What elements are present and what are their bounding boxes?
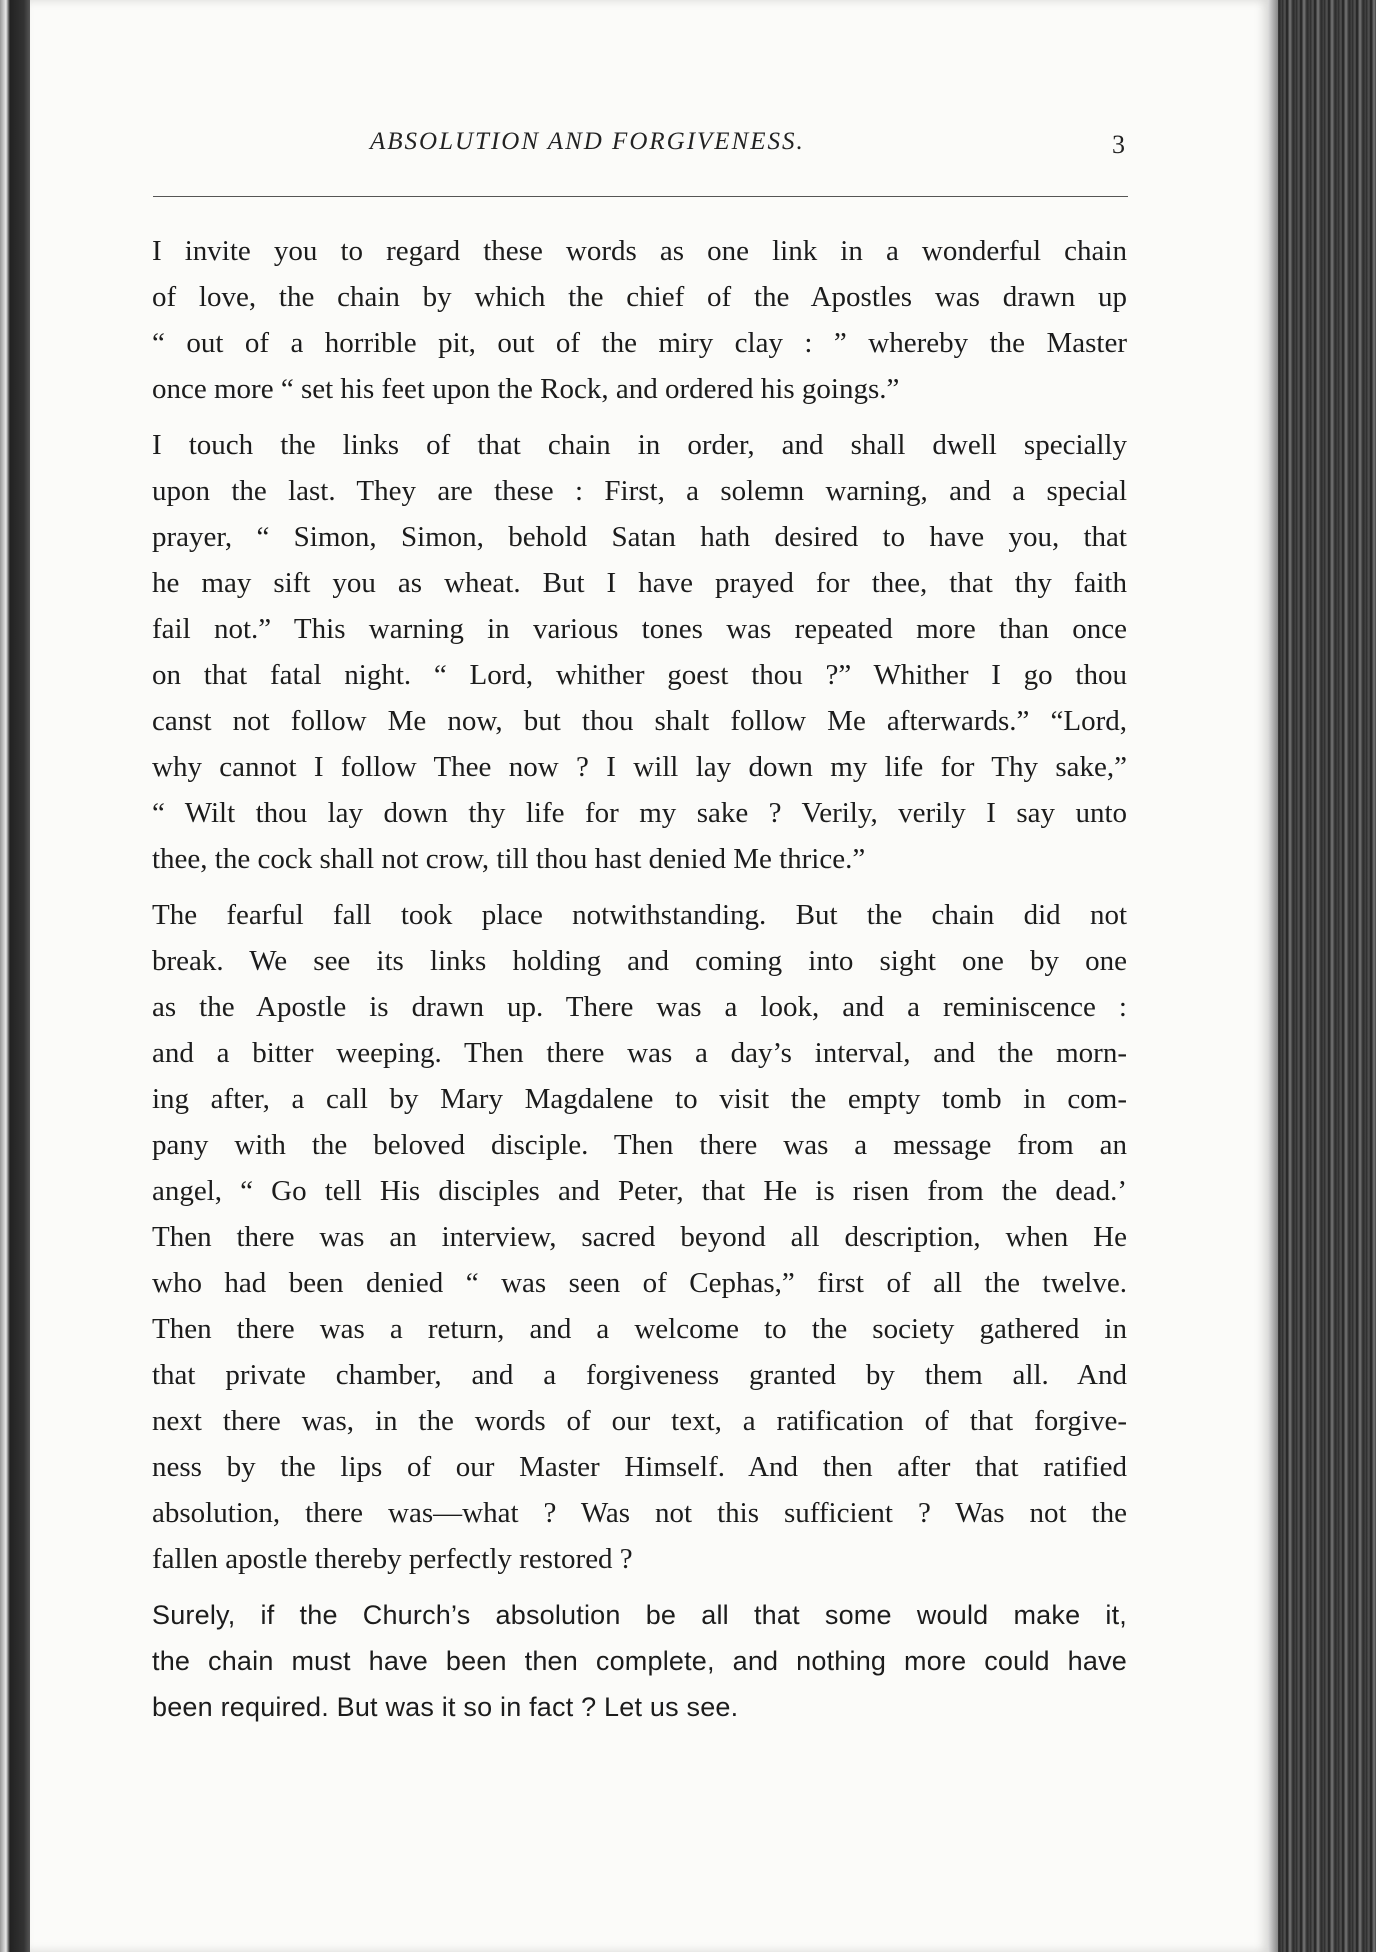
text-line: that private chamber, and a forgiveness granted by them all. And <box>152 1359 1127 1391</box>
text-line: absolution, there was—what ? Was not this sufficient ? Was not the <box>152 1497 1127 1529</box>
text-line: fail not.” This warning in various tones was repeated more than once <box>152 613 1127 645</box>
text-line: of love, the chain by which the chief of the Apostles was drawn up <box>152 281 1127 313</box>
text-line: as the Apostle is drawn up. There was a look, and a reminiscence : <box>152 991 1127 1023</box>
book-edge-pages <box>1268 0 1376 1952</box>
text-line: and a bitter weeping. Then there was a day’s interval, and the morn- <box>152 1037 1127 1069</box>
text-line: canst not follow Me now, but thou shalt follow Me afterwards.” “Lord, <box>152 705 1127 737</box>
text-line: the chain must have been then complete, and nothing more could have <box>152 1646 1127 1676</box>
text-line: break. We see its links holding and coming into sight one by one <box>152 945 1127 977</box>
text-line: “ out of a horrible pit, out of the miry clay : ” whereby the Master <box>152 327 1127 359</box>
page-number: 3 <box>1112 130 1125 159</box>
text-line: been required. But was it so in fact ? Let us see. <box>152 1692 739 1722</box>
text-line: I touch the links of that chain in order, and shall dwell specially <box>152 429 1127 461</box>
text-line: prayer, “ Simon, Simon, behold Satan hath desired to have you, that <box>152 521 1127 553</box>
scan-left-edge <box>0 0 30 1952</box>
text-line: Surely, if the Church’s absolution be all that some would make it, <box>152 1600 1127 1630</box>
paragraph-2 <box>152 422 1127 882</box>
paragraph-4 <box>152 1592 1127 1730</box>
text-line: The fearful fall took place notwithstanding. But the chain did not <box>152 899 1127 931</box>
text-line: why cannot I follow Thee now ? I will lay down my life for Thy sake,” <box>152 751 1127 783</box>
running-head <box>150 128 1125 168</box>
text-line: pany with the beloved disciple. Then there was a message from an <box>152 1129 1127 1161</box>
text-line: on that fatal night. “ Lord, whither goest thou ?” Whither I go thou <box>152 659 1127 691</box>
paragraph-1 <box>152 228 1127 412</box>
text-line: fallen apostle thereby perfectly restored ? <box>152 1543 633 1575</box>
text-line: “ Wilt thou lay down thy life for my sake ? Verily, verily I say unto <box>152 797 1127 829</box>
text-line: Then there was an interview, sacred beyond all description, when He <box>152 1221 1127 1253</box>
body-text <box>152 228 1127 1740</box>
text-line: ness by the lips of our Master Himself. And then after that ratified <box>152 1451 1127 1483</box>
text-line: once more “ set his feet upon the Rock, and ordered his goings.” <box>152 373 900 405</box>
text-line: I invite you to regard these words as one link in a wonderful chain <box>152 235 1127 267</box>
header-rule <box>153 196 1128 197</box>
text-line: he may sift you as wheat. But I have prayed for thee, that thy faith <box>152 567 1127 599</box>
text-line: Then there was a return, and a welcome to the society gathered in <box>152 1313 1127 1345</box>
text-line: who had been denied “ was seen of Cephas,” first of all the twelve. <box>152 1267 1127 1299</box>
text-line: next there was, in the words of our text, a ratification of that forgive- <box>152 1405 1127 1437</box>
paragraph-3 <box>152 892 1127 1582</box>
text-line: upon the last. They are these : First, a solemn warning, and a special <box>152 475 1127 507</box>
text-line: thee, the cock shall not crow, till thou hast denied Me thrice.” <box>152 843 866 875</box>
running-title: ABSOLUTION AND FORGIVENESS. <box>370 128 805 155</box>
text-line: ing after, a call by Mary Magdalene to visit the empty tomb in com- <box>152 1083 1127 1115</box>
text-line: angel, “ Go tell His disciples and Peter, that He is risen from the dead.’ <box>152 1175 1127 1207</box>
